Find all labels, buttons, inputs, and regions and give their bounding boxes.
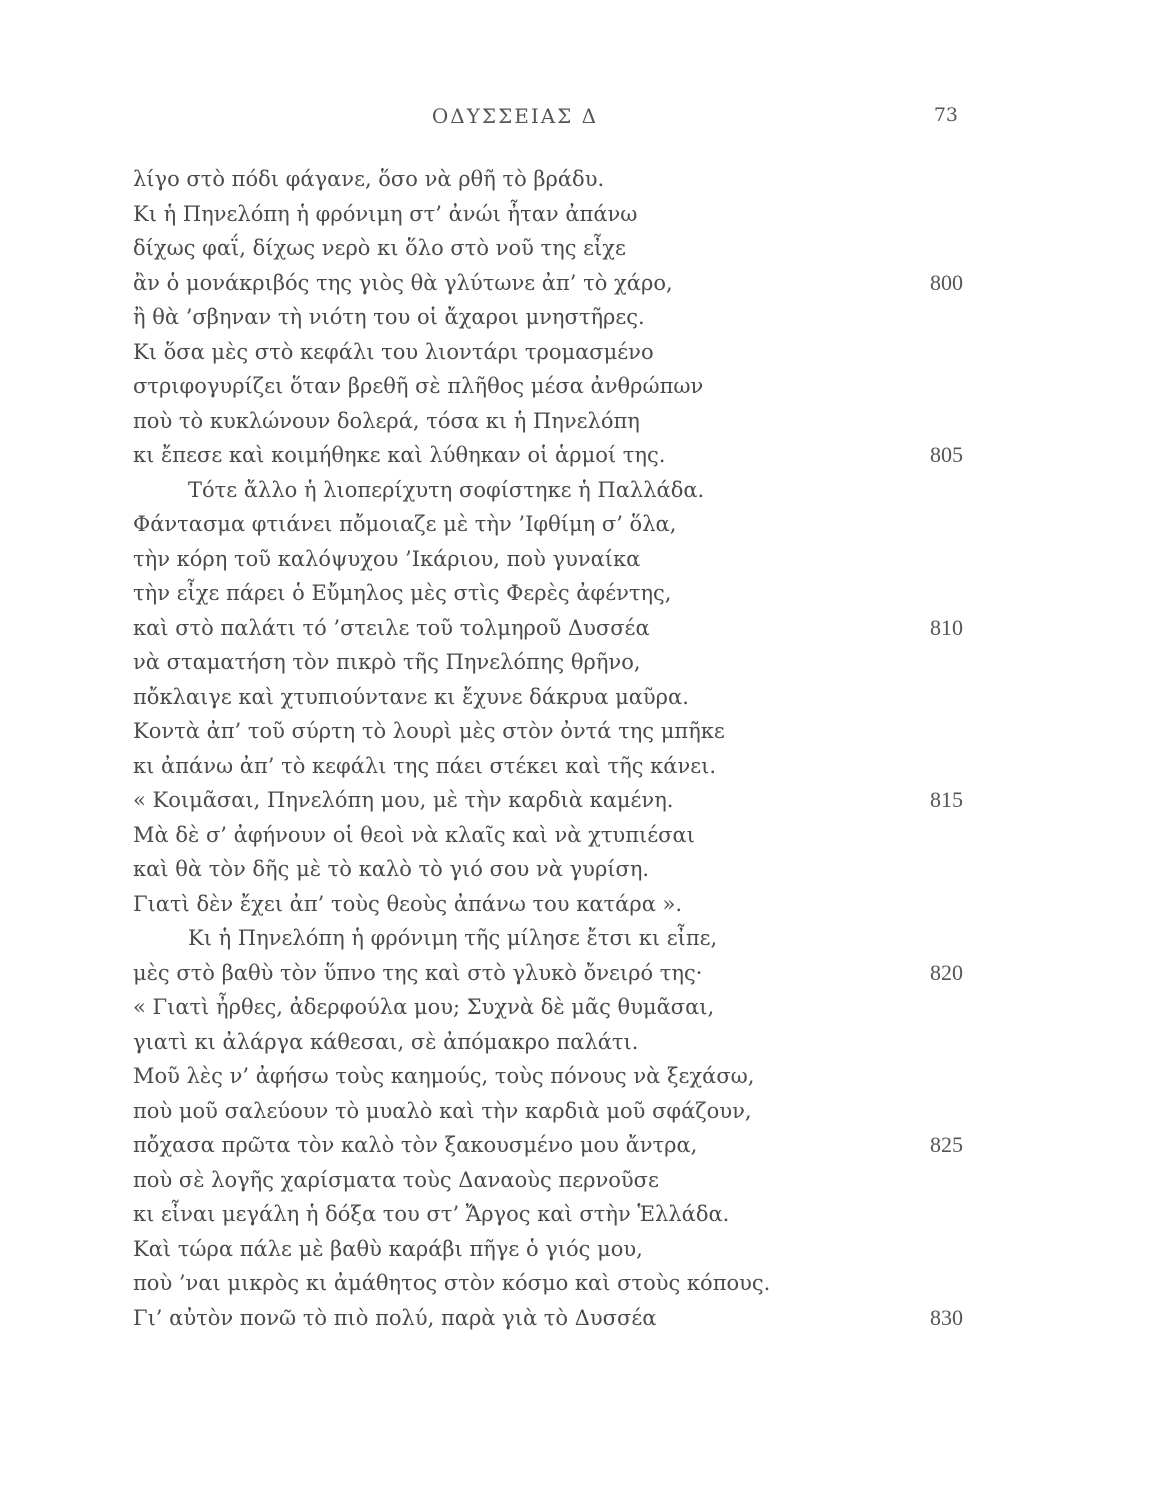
verse-text: πὄχασα πρῶτα τὸν καλὸ τὸν ξακουσμένο μου ἄντρα, — [133, 1133, 698, 1157]
verse-line — [133, 1301, 963, 1336]
verse-text: « Κοιμᾶσαι, Πηνελόπη μου, μὲ τὴν καρδιὰ καμένη. — [133, 788, 674, 812]
verse-line — [133, 956, 963, 991]
verse-line — [133, 576, 963, 611]
verse-line — [133, 611, 963, 646]
verse-text: Κι ἡ Πηνελόπη ἡ φρόνιμη στ’ ἀνώι ἦταν ἀπάνω — [133, 201, 638, 226]
verse-line — [133, 231, 963, 266]
verse-line — [133, 162, 963, 197]
verse-line — [133, 404, 963, 439]
verse-text: τὴν κόρη τοῦ καλόψυχου ’Ικάριου, ποὺ γυναίκα — [133, 546, 641, 571]
verse-line — [133, 542, 963, 577]
verse-line — [133, 473, 963, 508]
verse-text: ποὺ σὲ λογῆς χαρίσματα τοὺς Δαναοὺς περνοῦσε — [133, 1167, 659, 1192]
verse-text: κι εἶναι μεγάλη ἡ δόξα του στ’ Ἄργος καὶ στὴν Ἑλλάδα. — [133, 1202, 730, 1226]
verse-text: Μὰ δὲ σ’ ἀφήνουν οἱ θεοὶ νὰ κλαῖς καὶ νὰ χτυπιέσαι — [133, 822, 695, 847]
verse-text: ποὺ μοῦ σαλεύουν τὸ μυαλὸ καὶ τὴν καρδιὰ μοῦ σφάζουν, — [133, 1098, 752, 1123]
verse-line — [133, 921, 963, 956]
line-number: 825 — [930, 1132, 963, 1157]
verse-line — [133, 749, 963, 784]
verse-text: Μοῦ λὲς ν’ ἀφήσω τοὺς καημούς, τοὺς πόνους νὰ ξεχάσω, — [133, 1064, 755, 1088]
verse-line — [133, 438, 963, 473]
verse-line — [133, 300, 963, 335]
verse-line — [133, 1163, 963, 1198]
line-number: 800 — [930, 269, 963, 295]
verse-text: Κι ὅσα μὲς στὸ κεφάλι του λιοντάρι τρομασμένο — [133, 339, 654, 364]
line-number: 805 — [930, 442, 963, 467]
verse-text: Κι ἡ Πηνελόπη ἡ φρόνιμη τῆς μίλησε ἔτσι κι εἶπε, — [188, 926, 718, 950]
verse-line — [133, 645, 963, 680]
verse-text: γιατὶ κι ἀλάργα κάθεσαι, σὲ ἀπόμακρο παλάτι. — [133, 1029, 639, 1054]
verse-text: νὰ σταματήση τὸν πικρὸ τῆς Πηνελόπης θρῆνο, — [133, 650, 641, 674]
verse-line — [133, 369, 963, 404]
verse-line — [133, 990, 963, 1025]
verse-line — [133, 197, 963, 232]
line-number: 810 — [930, 614, 963, 640]
verse-text: Καὶ τώρα πάλε μὲ βαθὺ καράβι πῆγε ὁ γιός μου, — [133, 1236, 643, 1261]
verse-line — [133, 783, 963, 818]
verse-text: Κοντὰ ἀπ’ τοῦ σύρτη τὸ λουρὶ μὲς στὸν ὀντά της μπῆκε — [133, 719, 725, 743]
verse-line — [133, 507, 963, 542]
verse-line — [133, 852, 963, 887]
line-number: 815 — [930, 787, 963, 812]
verse-text: Γι’ αὐτὸν πονῶ τὸ πιὸ πολύ, παρὰ γιὰ τὸ Δυσσέα — [133, 1305, 657, 1330]
verse-line — [133, 335, 963, 370]
verse-text: καὶ στὸ παλάτι τό ’στειλε τοῦ τολμηροῦ Δυσσέα — [133, 615, 650, 640]
verse-text: κι ἀπάνω ἀπ’ τὸ κεφάλι της πάει στέκει καὶ τῆς κάνει. — [133, 753, 717, 778]
line-number: 830 — [930, 1304, 963, 1330]
verse-text: μὲς στὸ βαθὺ τὸν ὕπνο της καὶ στὸ γλυκὸ ὄνειρό της· — [133, 960, 703, 985]
verse-text: ποὺ ’ναι μικρὸς κι ἀμάθητος στὸν κόσμο καὶ στοὺς κόπους. — [133, 1271, 771, 1295]
verse-line — [133, 680, 963, 715]
verse-line — [133, 1266, 963, 1301]
verse-line — [133, 887, 963, 922]
verse-text: καὶ θὰ τὸν δῆς μὲ τὸ καλὸ τὸ γιό σου νὰ γυρίση. — [133, 857, 650, 881]
verse-block — [133, 162, 963, 1335]
verse-line — [133, 1025, 963, 1060]
verse-text: Τότε ἄλλο ἡ λιοπερίχυτη σοφίστηκε ἡ Παλλάδα. — [188, 477, 705, 502]
verse-line — [133, 266, 963, 301]
verse-line — [133, 1197, 963, 1232]
verse-line — [133, 714, 963, 749]
verse-text: πὄκλαιγε καὶ χτυπιούντανε κι ἔχυνε δάκρυα μαῦρα. — [133, 684, 689, 709]
verse-line — [133, 1232, 963, 1267]
verse-line — [133, 818, 963, 853]
verse-text: ἢ θὰ ’σβηναν τὴ νιότη του οἱ ἄχαροι μνηστῆρες. — [133, 305, 645, 329]
page-number: 73 — [933, 104, 958, 126]
verse-text: λίγο στὸ πόδι φάγανε, ὅσο νὰ ρθῆ τὸ βράδυ. — [133, 167, 605, 191]
verse-text: τὴν εἶχε πάρει ὁ Εὔμηλος μὲς στὶς Φερὲς ἀφέντης, — [133, 581, 672, 605]
verse-text: κι ἔπεσε καὶ κοιμήθηκε καὶ λύθηκαν οἱ ἁρμοί της. — [133, 443, 666, 467]
verse-text: στριφογυρίζει ὅταν βρεθῆ σὲ πλῆθος μέσα ἀνθρώπων — [133, 374, 704, 398]
verse-text: δίχως φαΐ, δίχως νερὸ κι ὅλο στὸ νοῦ της εἶχε — [133, 236, 626, 260]
running-header-title: ΟΔΥΣΣΕΙΑΣ Δ — [431, 104, 599, 128]
verse-text: ἂν ὁ μονάκριβός της γιὸς θὰ γλύτωνε ἀπ’ τὸ χάρο, — [133, 270, 673, 295]
verse-text: Φάντασμα φτιάνει πὄμοιαζε μὲ τὴν ’Ιφθίμη σ’ ὅλα, — [133, 512, 677, 536]
verse-text: Γιατὶ δὲν ἔχει ἀπ’ τοὺς θεοὺς ἀπάνω του κατάρα ». — [133, 891, 683, 916]
verse-line — [133, 1128, 963, 1163]
verse-text: ποὺ τὸ κυκλώνουν δολερά, τόσα κι ἡ Πηνελόπη — [133, 408, 640, 433]
verse-text: « Γιατὶ ἦρθες, ἀδερφούλα μου; Συχνὰ δὲ μᾶς θυμᾶσαι, — [133, 995, 715, 1019]
verse-line — [133, 1059, 963, 1094]
verse-line — [133, 1094, 963, 1129]
line-number: 820 — [930, 959, 963, 985]
